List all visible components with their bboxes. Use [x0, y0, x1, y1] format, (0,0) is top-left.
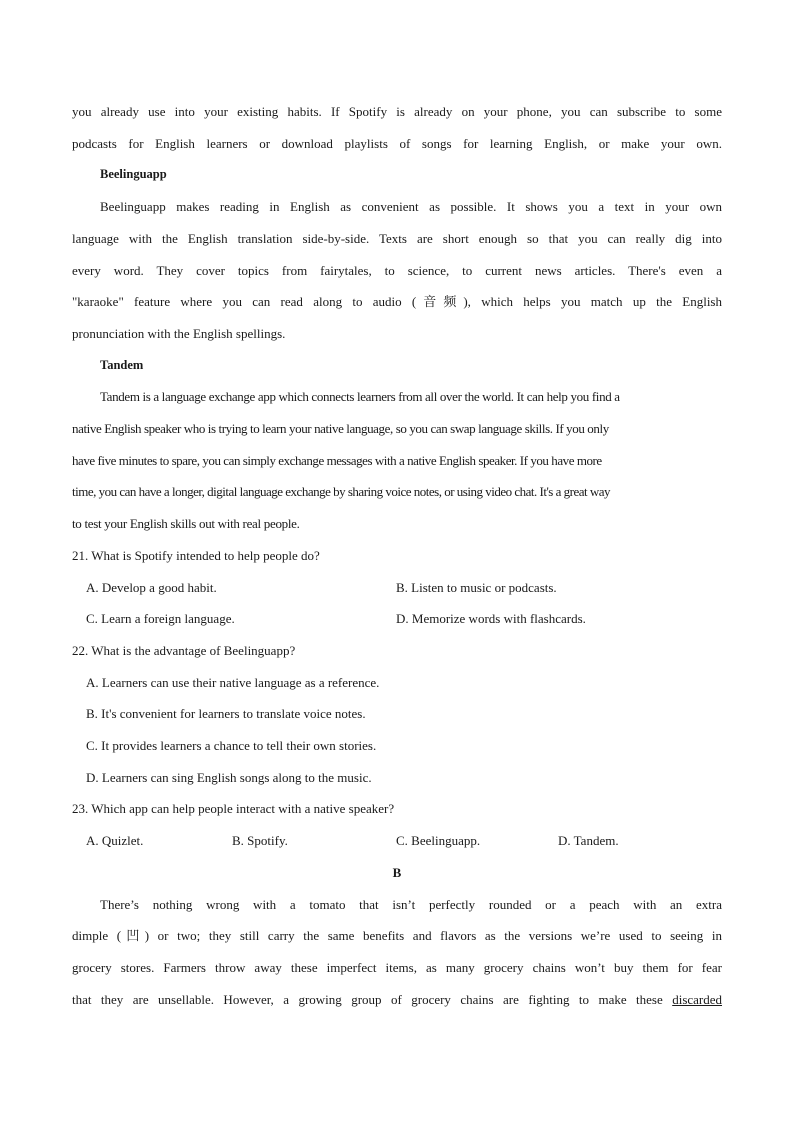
passage-b-line-1: There’s nothing wrong with a tomato that isn’t perfectly rounded or a peach with an extra: [100, 896, 722, 912]
question-22-option-c[interactable]: C. It provides learners a chance to tell their own stories.: [86, 738, 377, 754]
passage-a-p2-line-2: language with the English translation side-by-side. Texts are short enough so that you can really dig into: [72, 230, 722, 246]
passage-a-p2-line-5: pronunciation with the English spellings.: [72, 325, 286, 341]
passage-b-line-4-text: that they are unsellable. However, a growing group of grocery chains are fighting to make these: [72, 991, 663, 1007]
heading-beelinguapp: Beelinguapp: [100, 167, 167, 182]
question-22-option-d[interactable]: D. Learners can sing English songs along to the music.: [86, 769, 372, 785]
question-21-option-d[interactable]: D. Memorize words with flashcards.: [396, 611, 586, 627]
passage-a-p3-line-5: to test your English skills out with real people.: [72, 516, 300, 532]
question-23-option-d[interactable]: D. Tandem.: [558, 833, 619, 849]
passage-a-p3-line-1: Tandem is a language exchange app which connects learners from all over the world. It can help you find a: [100, 389, 620, 405]
question-22-option-b[interactable]: B. It's convenient for learners to translate voice notes.: [86, 706, 366, 722]
question-23-stem: 23. Which app can help people interact with a native speaker?: [72, 801, 395, 817]
passage-b-line-3: grocery stores. Farmers throw away these imperfect items, as many grocery chains won’t buy them for fear: [72, 959, 722, 975]
question-21-options-row-2: [72, 603, 722, 635]
question-22-stem: 22. What is the advantage of Beelinguapp?: [72, 642, 296, 658]
question-21-option-c[interactable]: C. Learn a foreign language.: [86, 611, 235, 627]
question-23-option-b[interactable]: B. Spotify.: [232, 833, 288, 849]
passage-b-line-2: dimple (凹) or two; they still carry the same benefits and flavors as the versions we’re used to seeing in: [72, 928, 722, 944]
question-21-stem: 21. What is Spotify intended to help people do?: [72, 547, 320, 563]
passage-a-p3-line-4: time, you can have a longer, digital language exchange by sharing voice notes, or using video chat. It's a great way: [72, 484, 611, 500]
question-21-option-a[interactable]: A. Develop a good habit.: [86, 579, 217, 595]
question-21-options-row-1: [72, 572, 722, 604]
passage-b-line-4: [72, 984, 722, 1016]
passage-a-p2-line-1: Beelinguapp makes reading in English as convenient as possible. It shows you a text in your own: [100, 199, 722, 215]
question-21-option-b[interactable]: B. Listen to music or podcasts.: [396, 579, 557, 595]
passage-a-p2-line-4: "karaoke" feature where you can read along to audio (音频), which helps you match up the English: [72, 294, 722, 310]
section-b-label: B: [392, 864, 402, 880]
passage-a-p3-line-3: have five minutes to spare, you can simply exchange messages with a native English speaker. If you have more: [72, 452, 602, 468]
underlined-word-discarded: discarded: [672, 991, 723, 1007]
question-23-option-c[interactable]: C. Beelinguapp.: [396, 833, 481, 849]
passage-a-p3-line-2: native English speaker who is trying to learn your native language, so you can swap language skills. If you only: [72, 421, 609, 437]
document-page: [72, 96, 722, 1015]
passage-a-p1-line-1: you already use into your existing habits. If Spotify is already on your phone, you can subscribe to some: [72, 104, 722, 119]
passage-a-p1-line-2: podcasts for English learners or download playlists of songs for learning English, or make your own.: [72, 135, 722, 151]
question-22-option-a[interactable]: A. Learners can use their native language as a reference.: [86, 674, 380, 690]
heading-tandem: Tandem: [100, 357, 144, 372]
question-23-option-a[interactable]: A. Quizlet.: [86, 833, 144, 849]
passage-a-p2-line-3: every word. They cover topics from fairytales, to science, to current news articles. There's even a: [72, 262, 722, 278]
question-23-options-row: [72, 825, 722, 857]
